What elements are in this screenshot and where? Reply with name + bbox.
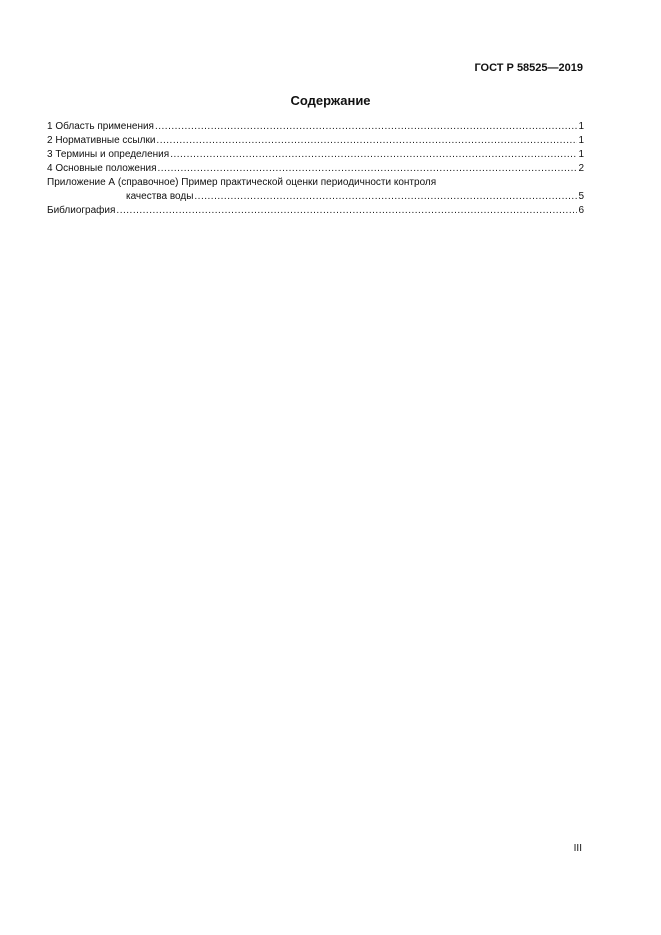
toc-entry-label: 2 Нормативные ссылки (47, 135, 156, 146)
document-code: ГОСТ Р 58525—2019 (474, 62, 583, 74)
toc-entry-appendix-a[interactable] (47, 176, 584, 204)
toc-dot-leader (170, 148, 577, 162)
toc-entry-label-line1: Приложение А (справочное) Пример практической оценки периодичности контроля (47, 177, 437, 188)
toc-entry-label: Библиография (47, 205, 116, 216)
toc-entry-page: 1 (578, 135, 584, 146)
toc-entry-label: 4 Основные положения (47, 163, 157, 174)
toc-entry-scope[interactable] (47, 120, 584, 134)
toc-entry-page: 1 (578, 149, 584, 160)
toc-entry-label-line2: качества воды (126, 191, 194, 202)
toc-entry-page: 6 (578, 205, 584, 216)
toc-dot-leader (116, 204, 577, 218)
page-number: III (573, 843, 582, 854)
toc-entry-page: 2 (578, 163, 584, 174)
toc-entry-page: 5 (578, 191, 584, 202)
toc-entry-terms-definitions[interactable] (47, 148, 584, 162)
toc-entry-page: 1 (578, 121, 584, 132)
toc-entry-bibliography[interactable] (47, 204, 584, 218)
toc-dot-leader (155, 120, 577, 134)
toc-dot-leader (158, 162, 578, 176)
toc-entry-normative-references[interactable] (47, 134, 584, 148)
toc-dot-leader (194, 190, 577, 204)
toc-entry-label: 1 Область применения (47, 121, 154, 132)
toc-entry-label: 3 Термины и определения (47, 149, 170, 160)
toc-entry-basic-provisions[interactable] (47, 162, 584, 176)
toc-dot-leader (156, 134, 577, 148)
toc-title: Содержание (290, 93, 371, 108)
table-of-contents (47, 120, 584, 218)
